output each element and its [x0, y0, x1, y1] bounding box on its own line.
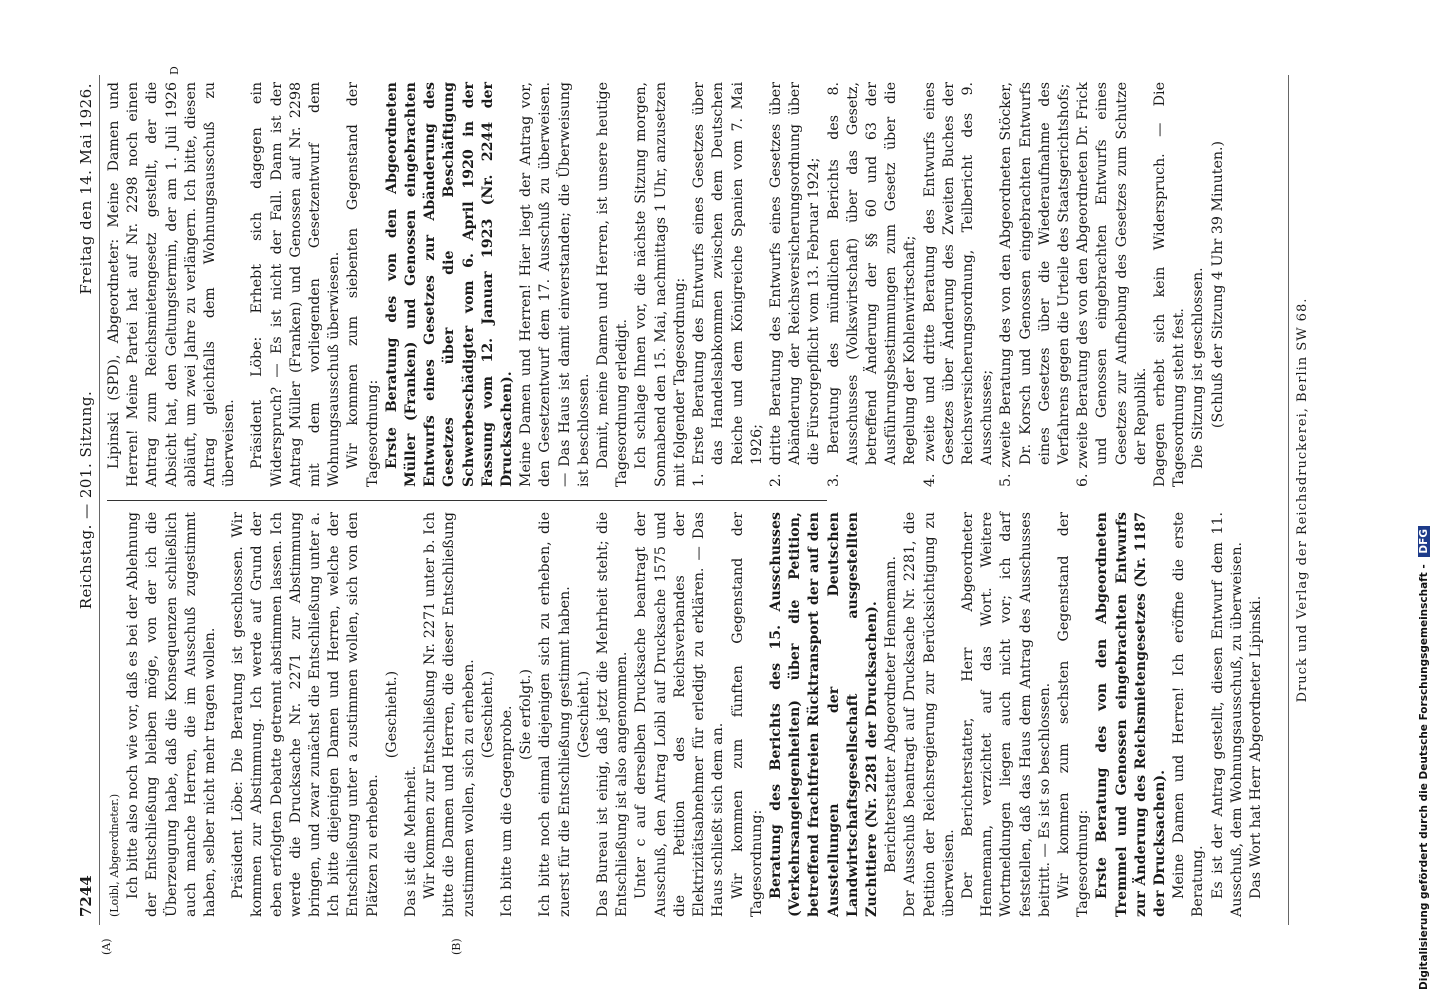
paragraph: Das ist die Mehrheit.	[403, 765, 420, 917]
paragraph: Wir kommen zum fünften Gegenstand der Tagesordnung:	[729, 512, 765, 917]
paragraph: Wir kommen zum sechsten Gegenstand der Tagesordnung:	[1055, 512, 1092, 917]
rapporteur-line: Berichterstatter Abgeordneter Hennemann.	[883, 556, 900, 873]
paragraph: Das Bureau ist einig, daß jetzt die Mehrheit steht; die Entschließung ist also angenommen.	[595, 512, 631, 917]
digitization-credit-text: Digitalisierung gefördert durch die Deutsche Forschungsgemeinschaft -	[1418, 564, 1430, 990]
printer-footer: Druck und Verlag der Reichsdruckerei, Berlin SW 68.	[1288, 75, 1312, 925]
agenda-list-item: 3. Beratung des mündlichen Berichts des 8. Ausschusses (Volkswirtschaft) über das Gesetz, betreffend Änderung der §§ 60 und 63 der Ausführungsbestimmungen zum Gesetz über die Regelung der Kohlenwirtschaft;	[825, 82, 919, 487]
paragraph: Ich bitte um die Gegenprobe.	[499, 705, 516, 917]
left-column	[105, 512, 1266, 917]
page-number: 7244	[77, 875, 95, 917]
paragraph: Wir kommen zum siebenten Gegenstand der Tagesordnung:	[345, 82, 381, 487]
paragraph: Das Wort hat Herr Abgeordneter Lipinski.	[1247, 595, 1264, 899]
paragraph: Meine Damen und Herren! Ich eröffne die erste Beratung.	[1171, 512, 1207, 917]
speaker-continuation: (Loibl, Abgeordneter.)	[108, 793, 121, 917]
right-column	[105, 82, 1228, 487]
paragraph: Ich schlage Ihnen vor, die nächste Sitzung morgen, Sonnabend den 15. Mai, nachmittags 1 Uhr, anzusetzen mit folgender Tagesordnung:	[633, 82, 688, 487]
agenda-list	[690, 82, 1151, 487]
agenda-list-item: 6. zweite Beratung des von den Abgeordneten Dr. Frick und Genossen eingebrachten Entwurfs eines Gesetzes zur Aufhebung des Gesetzes zum Schutze der Republik.	[1075, 82, 1149, 487]
session-title: Reichstag. — 201. Sitzung.	[77, 390, 95, 610]
paragraph: Wir kommen zur Entschließung Nr. 2271 unter b. Ich bitte die Damen und Herren, die dieser Entschließung zustimmen wollen, sich zu erheben.	[422, 512, 477, 917]
margin-mark-d: D	[168, 66, 181, 75]
agenda-item-heading: Erste Beratung des von den Abgeordneten Müller (Franken) und Genossen eingebrachten Entwurfs eines Gesetzes zur Abänderung des Gesetzes über die Beschäftigung Schwerbeschädigter vom 6. April 1920 in der Fassung vom 12. Januar 1923 (Nr. 2244 der Drucksachen).	[383, 82, 516, 487]
agenda-list-item: 1. Erste Beratung des Entwurfs eines Gesetzes über das Handelsabkommen zwischen dem Deutschen Reiche und dem Königreiche Spanien vom 7. Mai 1926;	[691, 82, 765, 487]
rotated-document-page	[75, 66, 1310, 955]
president-statement: Präsident Löbe: Die Beratung ist geschlossen. Wir kommen zur Abstimmung. Ich werde auf Grund der eben erfolgten Debatte getrennt abstimmen lassen. Ich werde die Drucksache Nr. 2271 zur Abstimmung bringen, und zwar zunächst die Entschließung unter a. Ich bitte diejenigen Damen und Herren, welche der Entschließung unter a zustimmen wollen, sich von den Plätzen zu erheben.	[230, 512, 381, 917]
agenda-list-item: 5. zweite Beratung des von den Abgeordneten Stöcker, Dr. Korsch und Genossen eingebrachten Entwurfs eines Gesetzes über die Wiederaufnahme des Verfahrens gegen die Urteile des Staatsgerichtshofs;	[998, 82, 1072, 487]
agenda-item-heading: Erste Beratung des von den Abgeordneten Tremmel und Genossen eingebrachten Entwurfs zur Änderung des Reichsmietengesetzes (Nr. 1187 der Drucksachen).	[1094, 512, 1168, 917]
paragraph: Unter c auf derselben Drucksache beantragt der Ausschuß, den Antrag Loibl auf Drucksache 1575 und die Petition des Reichsverbandes der Elektrizitätsabnehmer für erledigt zu erklären. — Das Haus schließt sich dem an.	[633, 512, 727, 917]
margin-mark-b: (B)	[450, 938, 463, 955]
paragraph: Dagegen erhebt sich kein Widerspruch. — Die Tagesordnung steht fest.	[1151, 82, 1188, 487]
stage-direction: (Geschieht.)	[575, 670, 592, 759]
column-divider	[107, 500, 827, 501]
agenda-list-item: 4. zweite und dritte Beratung des Entwurfs eines Gesetzes über Änderung des Zweiten Buches der Reichsversicherungsordnung, Teilbericht des 9. Ausschusses;	[921, 82, 996, 487]
paragraph: Ich bitte noch einmal diejenigen sich zu erheben, die zuerst für die Entschließung gestimmt haben.	[537, 512, 573, 917]
paragraph: Ich bitte also noch wie vor, daß es bei der Ablehnung der Entschließung bleiben möge, von der ich die Überzeugung habe, daß die Konsequenzen schließlich auch manche Herren, die im Ausschuß zugestimmt haben, selber nicht mehr tragen wollen.	[125, 512, 219, 917]
closing-note: (Schluß der Sitzung 4 Uhr 39 Minuten.)	[1209, 140, 1226, 429]
stage-direction: (Geschieht.)	[383, 670, 400, 759]
dfg-logo: DFG	[1418, 526, 1430, 557]
paragraph: Der Berichterstatter, Herr Abgeordneter Hennemann, verzichtet auf das Wort. Weitere Wortmeldungen liegen auch nicht vor; ich darf feststellen, daß das Haus dem Antrag des Ausschusses beitritt. — Es ist so beschlossen.	[959, 512, 1053, 917]
paragraph: Die Sitzung ist geschlossen.	[1190, 267, 1207, 469]
margin-mark-a: (A)	[100, 938, 113, 955]
paragraph: Der Ausschuß beantragt auf Drucksache Nr. 2281, die Petition der Reichsregierung zur Berücksichtigung zu überweisen.	[902, 512, 957, 917]
speaker-statement: Lipinski (SPD), Abgeordneter: Meine Damen und Herren! Meine Partei hat auf Nr. 2298 noch einen Antrag zum Reichsmietengesetz gestellt, der die Absicht hat, den Geltungstermin, der am 1. Juli 1926 abläuft, um zwei Jahre zu verlängern. Ich bitte, diesen Antrag gleichfalls dem Wohnungsausschuß zu überweisen.	[106, 82, 238, 487]
agenda-list-item: 2. dritte Beratung des Entwurfs eines Gesetzes über Abänderung der Reichsversicherungsordnung über die Fürsorgepflicht vom 13. Februar 1924;	[767, 82, 823, 487]
paragraph: Meine Damen und Herren! Hier liegt der Antrag vor, den Gesetzentwurf dem 17. Ausschuß zu überweisen. — Das Haus ist damit einverstanden; die Überweisung ist beschlossen.	[518, 82, 592, 487]
president-statement: Präsident Löbe: Erhebt sich dagegen ein Widerspruch? — Es ist nicht der Fall. Dann ist der Antrag Müller (Franken) und Genossen auf Nr. 2298 mit dem vorliegenden Gesetzentwurf dem Wohnungsausschuß überwiesen.	[249, 82, 343, 487]
session-date: Freitag den 14. Mai 1926.	[77, 83, 95, 295]
paragraph: Es ist der Antrag gestellt, diesen Entwurf dem 11. Ausschuß, dem Wohnungsausschuß, zu überweisen.	[1209, 512, 1245, 917]
agenda-item-heading: Beratung des Berichts des 15. Ausschusses (Verkehrsangelegenheiten) über die Petition, betreffend frachtfreien Rücktransport der auf den Ausstellungen der Deutschen Landwirtschaftsgesellschaft ausgestellten Zuchttiere (Nr. 2281 der Drucksachen).	[767, 512, 880, 917]
digitization-credit	[1418, 0, 1432, 990]
page-header	[75, 75, 100, 925]
paragraph: Damit, meine Damen und Herren, ist unsere heutige Tagesordnung erledigt.	[595, 82, 631, 487]
stage-direction: (Geschieht.)	[479, 670, 496, 759]
stage-direction: (Sie erfolgt.)	[518, 668, 535, 761]
